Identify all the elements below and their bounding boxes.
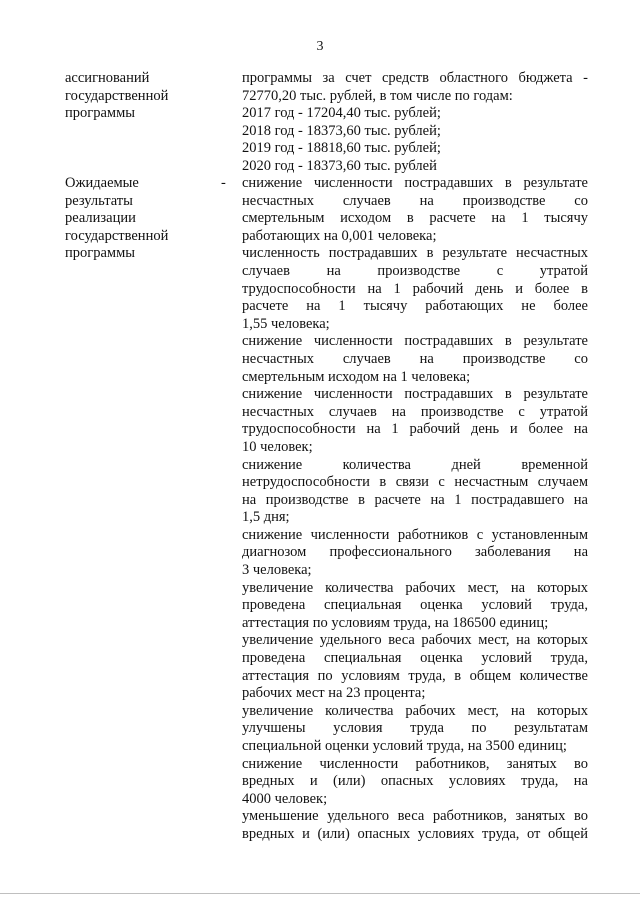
text-line: снижение численности работников, занятых во [242, 755, 588, 772]
label-line: ассигнований [65, 70, 150, 86]
text-line: несчастных случаев на производстве со [242, 192, 588, 209]
text-line: 3 человека; [242, 562, 312, 579]
text-line: 72770,20 тыс. рублей, в том числе по годам: [242, 87, 513, 104]
text-line: увеличение количества рабочих мест, на которых [242, 579, 588, 596]
text-line: проведена специальная оценка условий труда, [242, 650, 588, 667]
funding-label [65, 70, 215, 123]
text-line: снижение численности пострадавших в результате [242, 175, 588, 191]
text-line: на производстве в расчете на 1 пострадавшего на [242, 491, 588, 508]
text-line: специальной оценки условий труда, на 3500 единиц; [242, 738, 567, 754]
text-line: увеличение количества рабочих мест, на которых [242, 702, 588, 719]
text-line: смертельным исходом в расчете на 1 тысячу [242, 210, 588, 227]
text-line: численность пострадавших в результате несчастных [242, 245, 588, 262]
text-line: 2018 год - 18373,60 тыс. рублей; [242, 122, 441, 139]
text-line: 2020 год - 18373,60 тыс. рублей [242, 157, 437, 174]
text-line: увеличение удельного веса рабочих мест, на которых [242, 632, 588, 649]
text-line: снижение количества дней временной [242, 456, 588, 473]
text-line: 2017 год - 17204,40 тыс. рублей; [242, 105, 441, 122]
text-line: рабочих мест на 23 процента; [242, 685, 426, 702]
label-line: государственной [65, 87, 169, 104]
text-line: программы за счет средств областного бюджета - [242, 70, 588, 86]
expected-results-label [65, 175, 215, 263]
label-line: государственной [65, 227, 169, 244]
text-line: снижение численности пострадавших в результате [242, 333, 588, 350]
label-line: реализации [65, 210, 136, 227]
text-line: трудоспособности на 1 рабочий день и более в [242, 280, 588, 297]
text-line: уменьшение удельного веса работников, занятых во [242, 808, 588, 825]
text-line: 10 человек; [242, 438, 313, 455]
text-line: нетрудоспособности в связи с несчастным случаем [242, 474, 588, 491]
text-line: диагнозом профессионального заболевания на [242, 544, 588, 561]
text-line: 2019 год - 18818,60 тыс. рублей; [242, 140, 441, 157]
text-line: трудоспособности на 1 рабочий день и более на [242, 421, 588, 438]
text-line: проведена специальная оценка условий труда, [242, 597, 588, 614]
expected-results-text [242, 175, 588, 844]
text-line: работающих на 0,001 человека; [242, 227, 437, 244]
text-line: снижение численности работников с установленным [242, 526, 588, 543]
text-line: вредных и (или) опасных условиях труда, от общей [242, 825, 588, 842]
text-line: снижение численности пострадавших в результате [242, 386, 588, 403]
text-line: случаев на производстве с утратой [242, 262, 588, 279]
label-line: Ожидаемые [65, 175, 139, 191]
text-line: вредных и (или) опасных условиях труда, на [242, 773, 588, 790]
text-line: улучшены условия труда по результатам [242, 720, 588, 737]
text-line: несчастных случаев на производстве с утратой [242, 403, 588, 420]
text-line: 1,5 дня; [242, 509, 290, 526]
text-line: аттестация по условиям труда, в общем количестве [242, 667, 588, 684]
funding-text [242, 70, 588, 176]
text-line: аттестация по условиям труда, на 186500 единиц; [242, 614, 549, 631]
page-bottom-edge [0, 893, 640, 894]
text-line: несчастных случаев на производстве со [242, 350, 588, 367]
label-line: программы [65, 245, 135, 262]
text-line: расчете на 1 тысячу работающих не более [242, 298, 588, 315]
label-line: программы [65, 105, 135, 122]
label-line: результаты [65, 192, 133, 209]
dash-separator: - [221, 175, 226, 191]
page-number: 3 [316, 39, 324, 54]
text-line: 4000 человек; [242, 790, 328, 807]
text-line: 1,55 человека; [242, 315, 330, 332]
text-line: смертельным исходом на 1 человека; [242, 368, 471, 385]
